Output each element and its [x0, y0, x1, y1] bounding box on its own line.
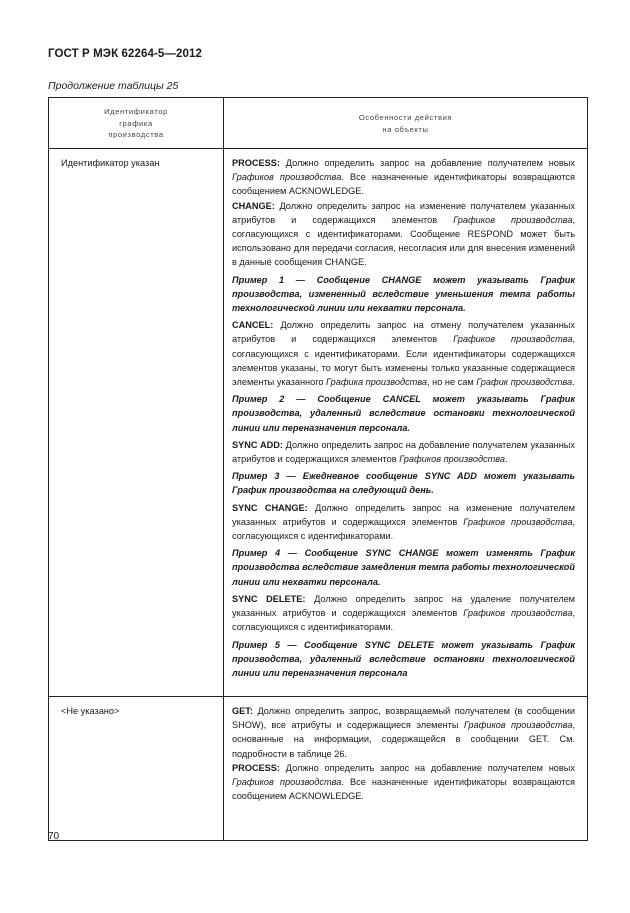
header-line: Особенности действия: [358, 113, 453, 122]
text-span: . Все назначенные идентификаторы возвращаются сообщением ACKNOWLEDGE.: [232, 777, 575, 802]
action-keyword: SYNC DELETE:: [232, 593, 306, 604]
actions-table: [48, 97, 588, 841]
example-paragraph: [232, 469, 575, 497]
text-span: , но не сам: [427, 377, 477, 388]
text-span: Графиков производства: [453, 214, 573, 225]
text-span: Графиков производства: [232, 777, 342, 788]
table-row: [49, 149, 588, 697]
text-span: , согласующихся с идентификаторами.: [232, 608, 575, 633]
action-paragraph: [232, 438, 575, 466]
action-paragraph: [232, 592, 575, 635]
text-span: Пример 5 — Сообщение SYNC DELETE может указывать График производства, удаленный вследствие остановки технологической линии или переназначения персонала: [232, 639, 575, 678]
action-paragraph: [232, 761, 575, 804]
text-span: Графиков производства: [463, 720, 573, 731]
action-paragraph: [232, 501, 575, 544]
text-span: Должно определить запрос, возвращаемый получателем (в сообщении SHOW), все атрибуты и содержащиеся элементы: [232, 706, 575, 731]
action-paragraph: [232, 199, 575, 270]
text-span: Пример 4 — Сообщение SYNC CHANGE может изменять График производства вследствие замедления темпа работы технологической линии или нехватки персонала.: [232, 548, 575, 587]
cell-identifier: Идентификатор указан: [49, 149, 224, 697]
example-paragraph: [232, 273, 575, 316]
header-line: Идентификатор: [104, 107, 168, 116]
text-span: Должно определить запрос на удаление получателем указанных атрибутов и содержащихся элементов: [232, 593, 575, 619]
text-span: График производства: [476, 377, 573, 388]
table-caption: Продолжение таблицы 25: [48, 80, 179, 92]
text-span: . Все назначенные идентификаторы возвращаются сообщением ACKNOWLEDGE.: [232, 172, 575, 197]
text-span: Графиков производства: [463, 608, 573, 619]
text-span: Должно определить запрос на отмену получателем указанных атрибутов и содержащихся элементов: [232, 320, 575, 345]
header-line: графика: [119, 118, 153, 128]
text-span: .: [504, 454, 508, 465]
text-span: Должно определить запрос на изменение получателем указанных атрибутов и содержащихся элементов: [232, 200, 575, 225]
column-header-schedule-id: [49, 98, 224, 149]
text-span: , согласующихся с идентификаторами. Если идентификаторы содержащихся элементов указаны, то могут быть изменены только указанные содержащиеся элементы указанного: [232, 334, 575, 388]
action-paragraph: [232, 318, 575, 389]
example-paragraph: [232, 392, 575, 435]
cell-description: [224, 697, 588, 841]
document-header: ГОСТ Р МЭК 62264-5—2012: [48, 48, 202, 60]
text-span: Графиков производства: [399, 454, 505, 465]
text-span: Должно определить запрос на добавление получателем новых: [280, 762, 575, 773]
text-span: Должно определить запрос на добавление получателем указанных атрибутов и содержащихся элементов: [232, 439, 575, 465]
text-span: Графиков производства: [453, 334, 573, 345]
text-span: Пример 2 — Сообщение CANCEL может указывать График производства, удаленный вследствие остановки технологической линии или переназначения персонала.: [232, 394, 575, 433]
header-line: на объекты: [382, 124, 429, 134]
action-keyword: CHANGE:: [232, 200, 275, 211]
text-span: .: [572, 377, 575, 388]
action-paragraph: [232, 704, 575, 761]
action-keyword: SYNC ADD:: [232, 439, 283, 450]
text-span: Пример 3 — Ежедневное сообщение SYNC ADD может указывать График производства на следующий день.: [232, 471, 575, 496]
cell-description: [224, 149, 588, 697]
action-keyword: PROCESS:: [232, 762, 280, 773]
action-keyword: GET:: [232, 706, 253, 716]
table-header-row: [49, 98, 588, 149]
text-span: Графиков производства: [232, 172, 342, 183]
action-keyword: PROCESS:: [232, 158, 280, 168]
column-header-actions: [224, 98, 588, 149]
action-keyword: CANCEL:: [232, 320, 274, 331]
cell-identifier: <Не указано>: [49, 697, 224, 841]
example-paragraph: [232, 546, 575, 589]
header-line: производства: [108, 130, 164, 139]
page-number: 70: [48, 831, 60, 842]
text-span: Должно определить запрос на изменение получателем указанных атрибутов и содержащихся элементов: [232, 502, 575, 527]
text-span: , согласующихся с идентификаторами.: [232, 516, 575, 542]
text-span: Графика производства: [326, 377, 428, 388]
action-keyword: SYNC CHANGE:: [232, 502, 308, 513]
text-span: , основанные на информации, содержащейся в сообщении GET. См. подробности в таблице 26.: [232, 720, 575, 759]
text-span: Должно определить запрос на добавление получателем новых: [280, 158, 575, 168]
action-paragraph: [232, 156, 575, 199]
text-span: , согласующихся с идентификаторами. Сообщение RESPOND может быть использовано для передачи согласия, несогласия или для внесения изменений в данные сообщения CHANGE.: [232, 214, 575, 268]
text-span: Графиков производства: [463, 516, 573, 527]
table-row: [49, 697, 588, 841]
text-span: Пример 1 — Сообщение CHANGE может указывать График производства, измененный вследствие уменьшения темпа работы технологической линии или нехватки персонала.: [232, 274, 575, 314]
example-paragraph: [232, 638, 575, 681]
